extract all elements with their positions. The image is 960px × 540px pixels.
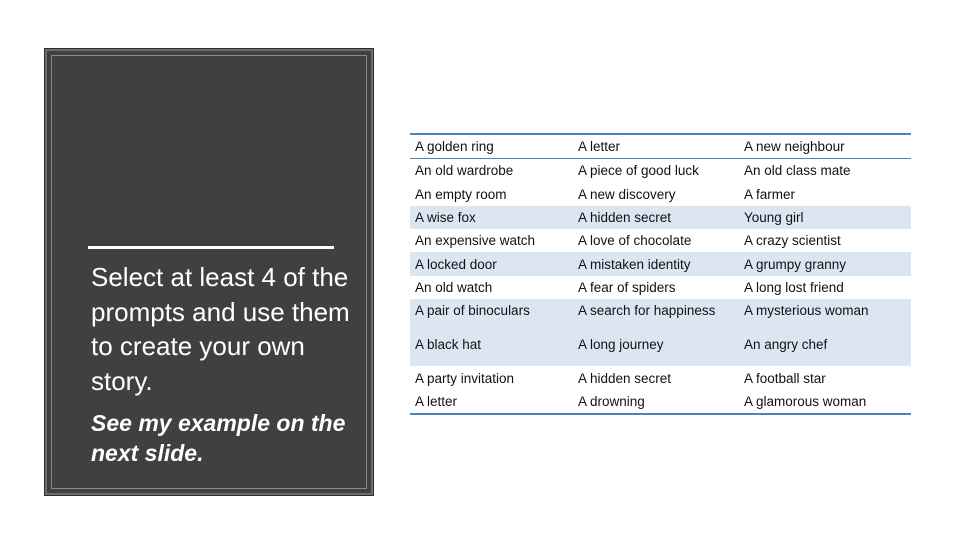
table-cell: An old class mate [744, 163, 851, 179]
table-cell: An empty room [415, 186, 507, 202]
table-cell: A new discovery [578, 186, 676, 202]
table-cell: A wise fox [410, 206, 573, 229]
table-row [410, 134, 911, 159]
table-cell: An old wardrobe [415, 163, 514, 179]
title-rule [88, 246, 334, 249]
table-cell: An old watch [415, 279, 493, 295]
table-cell: A new neighbour [739, 134, 911, 159]
table-cell: A hidden secret [578, 370, 672, 386]
instruction-text: Select at least 4 of the prompts and use them to create your own story. [91, 262, 350, 396]
table-cell: A hidden secret [573, 206, 739, 229]
table-cell: A football star [744, 370, 826, 386]
table-cell: A piece of good luck [578, 163, 699, 179]
table-cell: A crazy scientist [744, 233, 841, 249]
table-row [410, 206, 911, 229]
table-row [410, 159, 911, 183]
table-cell: A love of chocolate [578, 233, 692, 249]
table-cell: A search for happiness [573, 299, 739, 322]
table-cell: A mysterious woman [739, 299, 911, 322]
table-row [410, 299, 911, 322]
table-cell: A farmer [744, 186, 796, 202]
table-row [410, 322, 911, 366]
table-cell: A mistaken identity [573, 252, 739, 275]
table-row [410, 276, 911, 299]
table-row [410, 390, 911, 414]
table-cell: An angry chef [739, 322, 911, 366]
example-note: See my example on the next slide. [91, 410, 346, 466]
table-cell: A locked door [410, 252, 573, 275]
table-cell: A golden ring [410, 134, 573, 159]
table-cell: A black hat [410, 322, 573, 366]
table-cell: An expensive watch [415, 233, 536, 249]
table-cell: A fear of spiders [578, 279, 676, 295]
table-cell: A glamorous woman [744, 393, 867, 409]
prompts-table [410, 133, 911, 415]
table-cell: A pair of binoculars [410, 299, 573, 322]
table-row [410, 252, 911, 275]
table-row [410, 366, 911, 389]
table-cell: Young girl [739, 206, 911, 229]
table-cell: A drowning [578, 393, 645, 409]
table-cell: A letter [415, 393, 458, 409]
table-cell: A long lost friend [744, 279, 844, 295]
table-cell: A grumpy granny [739, 252, 911, 275]
table-cell: A letter [573, 134, 739, 159]
table-row [410, 229, 911, 252]
table-cell: A party invitation [415, 370, 515, 386]
table-cell: A long journey [573, 322, 739, 366]
table-row [410, 183, 911, 206]
